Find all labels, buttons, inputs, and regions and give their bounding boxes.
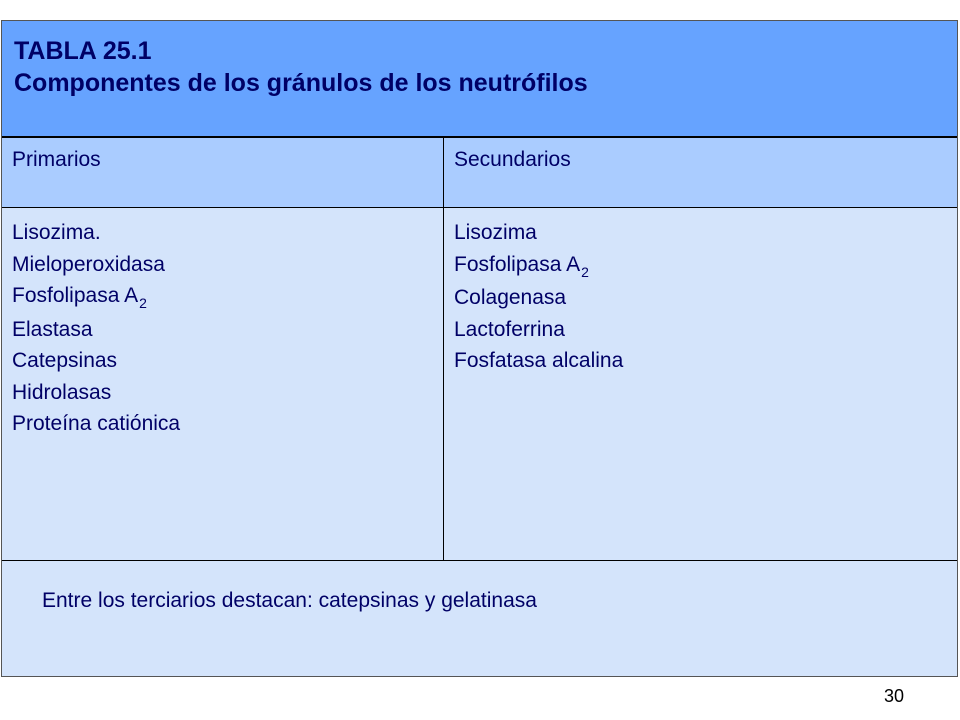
list-item: Lactoferrina [454, 317, 565, 341]
list-item: Fosfolipasa $A_2$ [12, 284, 147, 311]
table-number: TABLA 25.1 [14, 37, 152, 65]
secondary-list [454, 217, 954, 377]
list-item: Mieloperoxidasa [12, 252, 165, 276]
tertiary-note: Entre los terciarios destacan: catepsinas y gelatinasa [42, 589, 537, 612]
granule-components-table [1, 20, 958, 677]
header-primary: Primarios [12, 148, 101, 171]
list-item: Lisozima. [12, 221, 101, 244]
table-caption: Componentes de los gránulos de los neutrófilos [14, 69, 588, 97]
list-item: Fosfatasa alcalina [454, 349, 624, 372]
list-item: Colagenasa [454, 286, 567, 309]
column-header-row [2, 138, 957, 208]
footer-row [2, 561, 957, 676]
list-item: Elastasa [12, 317, 93, 341]
primary-list [12, 217, 442, 440]
list-item: Proteína catiónica [12, 412, 181, 435]
list-item: Lisozima [454, 221, 537, 244]
header-secondary: Secundarios [454, 148, 571, 171]
list-item: Hidrolasas [12, 380, 112, 404]
list-item: Catepsinas [12, 349, 118, 372]
list-item: Fosfolipasa $A_2$ [454, 252, 589, 280]
subscript: 2 [581, 263, 589, 280]
content-row [2, 208, 957, 561]
table-title [2, 21, 957, 138]
subscript: 2 [139, 295, 147, 311]
page-number: 30 [884, 686, 905, 706]
column-divider [443, 138, 444, 561]
